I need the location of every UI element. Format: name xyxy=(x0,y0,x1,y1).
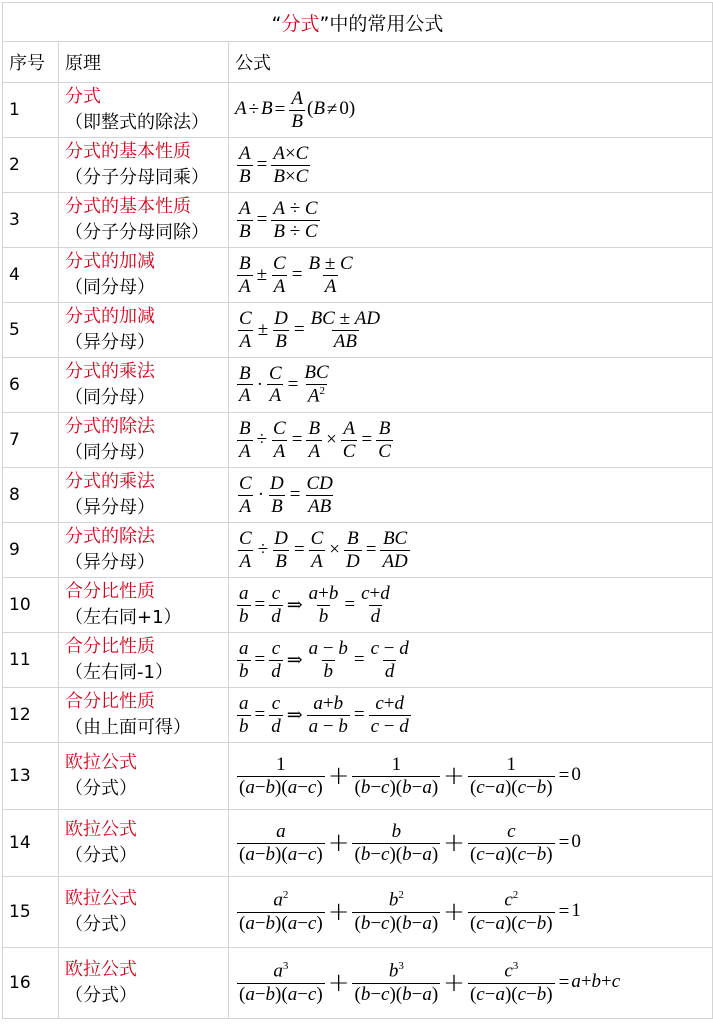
formula-cell xyxy=(229,810,713,877)
header-row xyxy=(3,42,713,83)
row-index: 7 xyxy=(3,413,59,468)
row-index: 14 xyxy=(3,810,59,877)
formula-cell xyxy=(229,248,713,303)
principle-note: （分子分母同乘） xyxy=(65,167,209,188)
row-index: 16 xyxy=(3,948,59,1019)
table-title xyxy=(3,3,713,42)
table-row xyxy=(3,358,713,413)
formula-cell xyxy=(229,948,713,1019)
formula-cell xyxy=(229,743,713,810)
formula: $\frac{A}{B}$ = $\frac{A \div C}{B \div C}$ xyxy=(239,197,318,242)
principle-note: （分式） xyxy=(65,778,137,799)
table-row xyxy=(3,83,713,138)
formula: $\frac{a^2}{(a-b)(a-c)}$ + $\frac{b^2}{(b-c)(b-a)}$ + $\frac{c^2}{(c-a)(c-b)}$ = 1 xyxy=(239,889,581,934)
principle-name: 分式的除法 xyxy=(65,416,155,437)
row-index: 12 xyxy=(3,688,59,743)
row-index: 2 xyxy=(3,138,59,193)
principle-note: （异分母） xyxy=(65,552,155,573)
formula-cell xyxy=(229,468,713,523)
principle-name: 欧拉公式 xyxy=(65,819,137,840)
principle-note: （分式） xyxy=(65,985,137,1006)
formula: $\frac{a}{b}$ = $\frac{c}{d}$ ⇒ $\frac{a+b}{a - b}$ = $\frac{c+d}{c - d}$ xyxy=(239,692,409,737)
row-principle xyxy=(59,193,229,248)
table-row xyxy=(3,948,713,1019)
row-index: 8 xyxy=(3,468,59,523)
table-row xyxy=(3,138,713,193)
row-principle xyxy=(59,523,229,578)
row-principle xyxy=(59,468,229,523)
principle-name: 欧拉公式 xyxy=(65,888,137,909)
principle-note: （即整式的除法） xyxy=(65,112,209,133)
table-row xyxy=(3,810,713,877)
principle-name: 合分比性质 xyxy=(65,581,155,602)
principle-name: 分式 xyxy=(65,86,101,107)
table-row xyxy=(3,578,713,633)
row-principle xyxy=(59,413,229,468)
row-index: 5 xyxy=(3,303,59,358)
principle-name: 分式的乘法 xyxy=(65,361,155,382)
principle-note: （同分母） xyxy=(65,442,155,463)
formula: $\frac{1}{(a-b)(a-c)}$ + $\frac{1}{(b-c)(b-a)}$ + $\frac{1}{(c-a)(c-b)}$ = 0 xyxy=(239,753,581,798)
row-principle xyxy=(59,578,229,633)
formula: $\frac{a}{b}$ = $\frac{c}{d}$ ⇒ $\frac{a+b}{b}$ = $\frac{c+d}{d}$ xyxy=(239,582,390,627)
title-quote-open: “ xyxy=(271,12,282,35)
row-index: 13 xyxy=(3,743,59,810)
table-row xyxy=(3,413,713,468)
principle-name: 分式的除法 xyxy=(65,526,155,547)
table-row xyxy=(3,743,713,810)
table-row xyxy=(3,248,713,303)
row-index: 9 xyxy=(3,523,59,578)
row-principle xyxy=(59,138,229,193)
formula: $\frac{a}{(a-b)(a-c)}$ + $\frac{b}{(b-c)(b-a)}$ + $\frac{c}{(c-a)(c-b)}$ = 0 xyxy=(239,820,581,865)
table-row xyxy=(3,688,713,743)
row-principle xyxy=(59,948,229,1019)
principle-name: 分式的基本性质 xyxy=(65,196,191,217)
title-suffix: ”中的常用公式 xyxy=(319,12,444,35)
formula: $\frac{a}{b}$ = $\frac{c}{d}$ ⇒ $\frac{a - b}{b}$ = $\frac{c - d}{d}$ xyxy=(239,637,409,682)
principle-name: 分式的基本性质 xyxy=(65,141,191,162)
principle-name: 欧拉公式 xyxy=(65,959,137,980)
row-principle xyxy=(59,743,229,810)
principle-note: （异分母） xyxy=(65,497,155,518)
formula-cell xyxy=(229,413,713,468)
principle-note: （分式） xyxy=(65,845,137,866)
principle-note: （由上面可得） xyxy=(65,717,191,738)
principle-note: （同分母） xyxy=(65,387,155,408)
table-row xyxy=(3,633,713,688)
principle-note: （分子分母同除） xyxy=(65,222,209,243)
row-index: 10 xyxy=(3,578,59,633)
formula-cell xyxy=(229,578,713,633)
row-principle xyxy=(59,877,229,948)
principle-note: （分式） xyxy=(65,914,137,935)
formula: $\frac{C}{A}$ · $\frac{D}{B}$ = $\frac{CD}{AB}$ xyxy=(239,472,333,517)
formula: $\frac{C}{A}$ ± $\frac{D}{B}$ = $\frac{BC \pm AD}{AB}$ xyxy=(239,307,381,352)
formula-cell xyxy=(229,523,713,578)
row-index: 15 xyxy=(3,877,59,948)
table-row xyxy=(3,468,713,523)
principle-name: 分式的加减 xyxy=(65,251,155,272)
formula-cell xyxy=(229,193,713,248)
table-row xyxy=(3,523,713,578)
principle-name: 合分比性质 xyxy=(65,636,155,657)
formula-cell xyxy=(229,358,713,413)
formula: $\frac{A}{B}$ = $\frac{A\times C}{B\times C}$ xyxy=(239,142,309,187)
table-row xyxy=(3,193,713,248)
header-principle: 原理 xyxy=(59,42,229,83)
row-index: 1 xyxy=(3,83,59,138)
principle-name: 合分比性质 xyxy=(65,691,155,712)
principle-name: 分式的乘法 xyxy=(65,471,155,492)
formula-cell xyxy=(229,688,713,743)
row-principle xyxy=(59,633,229,688)
table-row xyxy=(3,877,713,948)
formula-cell xyxy=(229,83,713,138)
principle-name: 分式的加减 xyxy=(65,306,155,327)
formula-cell xyxy=(229,138,713,193)
row-principle xyxy=(59,83,229,138)
row-principle xyxy=(59,248,229,303)
row-principle xyxy=(59,810,229,877)
formula: $\frac{B}{A}$ · $\frac{C}{A}$ = $\frac{BC}{A^2}$ xyxy=(239,362,329,407)
formula-cell xyxy=(229,303,713,358)
principle-note: （异分母） xyxy=(65,332,155,353)
formula: $\frac{C}{A}$ ÷ $\frac{D}{B}$ = $\frac{C}{A}$ × $\frac{B}{D}$ = $\frac{BC}{AD}$ xyxy=(239,527,408,572)
formula-cell xyxy=(229,633,713,688)
formula: $\frac{B}{A}$ ± $\frac{C}{A}$ = $\frac{B \pm C}{A}$ xyxy=(239,252,353,297)
formula-table xyxy=(2,2,713,1019)
row-principle xyxy=(59,303,229,358)
row-index: 11 xyxy=(3,633,59,688)
formula: A ÷ B = $\frac{A}{B}$ (B ≠ 0) xyxy=(235,87,356,132)
title-highlight: 分式 xyxy=(281,12,320,35)
row-principle xyxy=(59,688,229,743)
formula-cell xyxy=(229,877,713,948)
row-index: 3 xyxy=(3,193,59,248)
row-index: 6 xyxy=(3,358,59,413)
header-index: 序号 xyxy=(3,42,59,83)
formula: $\frac{B}{A}$ ÷ $\frac{C}{A}$ = $\frac{B}{A}$ × $\frac{A}{C}$ = $\frac{B}{C}$ xyxy=(239,417,391,462)
principle-name: 欧拉公式 xyxy=(65,752,137,773)
principle-note: （同分母） xyxy=(65,277,155,298)
row-index: 4 xyxy=(3,248,59,303)
principle-note: （左右同-1） xyxy=(65,662,173,683)
table-row xyxy=(3,303,713,358)
row-principle xyxy=(59,358,229,413)
principle-note: （左右同+1） xyxy=(65,607,182,628)
header-formula: 公式 xyxy=(229,42,713,83)
formula: $\frac{a^3}{(a-b)(a-c)}$ + $\frac{b^3}{(b-c)(b-a)}$ + $\frac{c^3}{(c-a)(c-b)}$ = a+b+c xyxy=(239,960,621,1005)
